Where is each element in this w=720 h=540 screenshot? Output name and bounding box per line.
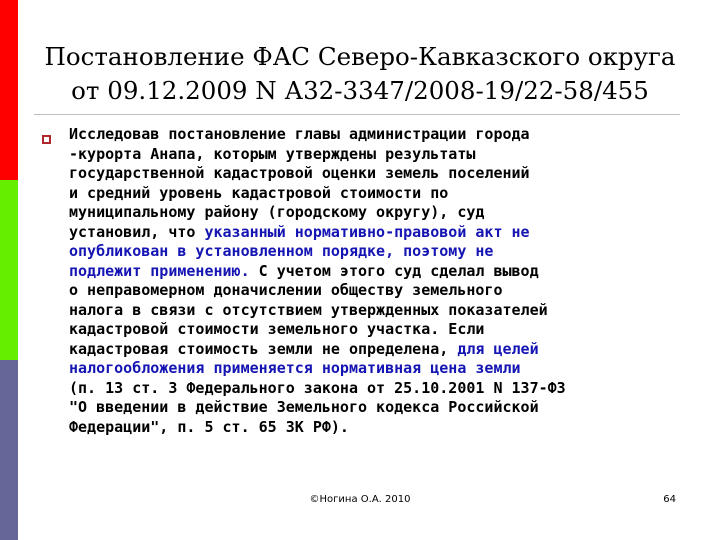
- body-line: [69, 281, 689, 301]
- highlighted-text: подлежит применению.: [69, 261, 250, 280]
- slide-title: [40, 40, 680, 108]
- body-line: [69, 359, 689, 379]
- body-line: [69, 379, 689, 399]
- body-text-segment: кадастровая стоимость земли не определена,: [69, 339, 458, 358]
- body-line: [69, 203, 689, 223]
- highlighted-text: опубликован в установленном порядке, поэтому не: [69, 242, 494, 260]
- slide-title-line-1: Постановление ФАС Северо-Кавказского округа: [44, 42, 676, 71]
- side-accent-bar-red: [0, 0, 18, 180]
- slide-body-text: [69, 125, 689, 437]
- body-text-segment: "О введении в действие Земельного кодекса Российской: [69, 398, 539, 416]
- body-text-segment: -курорта Анапа, которым утверждены результаты: [69, 144, 476, 163]
- footer-author: ©Ногина О.А. 2010: [309, 494, 411, 505]
- title-divider: [34, 114, 680, 115]
- body-text-segment: кадастровой стоимости земельного участка. Если: [69, 320, 485, 338]
- body-text-segment: Исследовав постановление главы администрации города: [69, 125, 530, 143]
- body-line: [69, 184, 689, 204]
- body-line: [69, 320, 689, 340]
- body-line: [69, 418, 689, 438]
- highlighted-text: налогообложения применяется нормативная цена земли: [69, 359, 521, 377]
- body-line: [69, 262, 689, 282]
- side-accent-bar-purple: [0, 360, 18, 540]
- body-line: [69, 125, 689, 145]
- highlighted-text: для целей: [457, 339, 539, 358]
- body-line: [69, 340, 689, 360]
- body-text-segment: С учетом этого суд сделал вывод: [249, 261, 539, 280]
- body-text-segment: установил, что: [69, 222, 205, 241]
- body-text-segment: Федерации", п. 5 ст. 65 ЗК РФ).: [69, 417, 349, 436]
- hollow-square-bullet-icon: [42, 135, 51, 144]
- body-line: [69, 301, 689, 321]
- highlighted-text: указанный нормативно-правовой акт не: [204, 222, 530, 241]
- body-text-segment: государственной кадастровой оценки земель поселений: [69, 164, 530, 182]
- body-line: [69, 242, 689, 262]
- slide-title-line-2: от 09.12.2009 N А32-3347/2008-19/22-58/455: [71, 76, 649, 105]
- body-text-segment: муниципальному району (городскому округу), суд: [69, 203, 485, 221]
- body-line: [69, 145, 689, 165]
- body-text-segment: и средний уровень кадастровой стоимости по: [69, 183, 449, 202]
- side-accent-bar-green: [0, 180, 18, 360]
- footer-page-number: 64: [663, 494, 676, 505]
- body-text-segment: (п. 13 ст. 3 Федерального закона от 25.10.2001 N 137-ФЗ: [69, 378, 566, 397]
- body-text-segment: о неправомерном доначислении обществу земельного: [69, 281, 503, 299]
- body-text-segment: налога в связи с отсутствием утвержденных показателей: [69, 300, 548, 319]
- body-line: [69, 398, 689, 418]
- body-line: [69, 223, 689, 243]
- body-line: [69, 164, 689, 184]
